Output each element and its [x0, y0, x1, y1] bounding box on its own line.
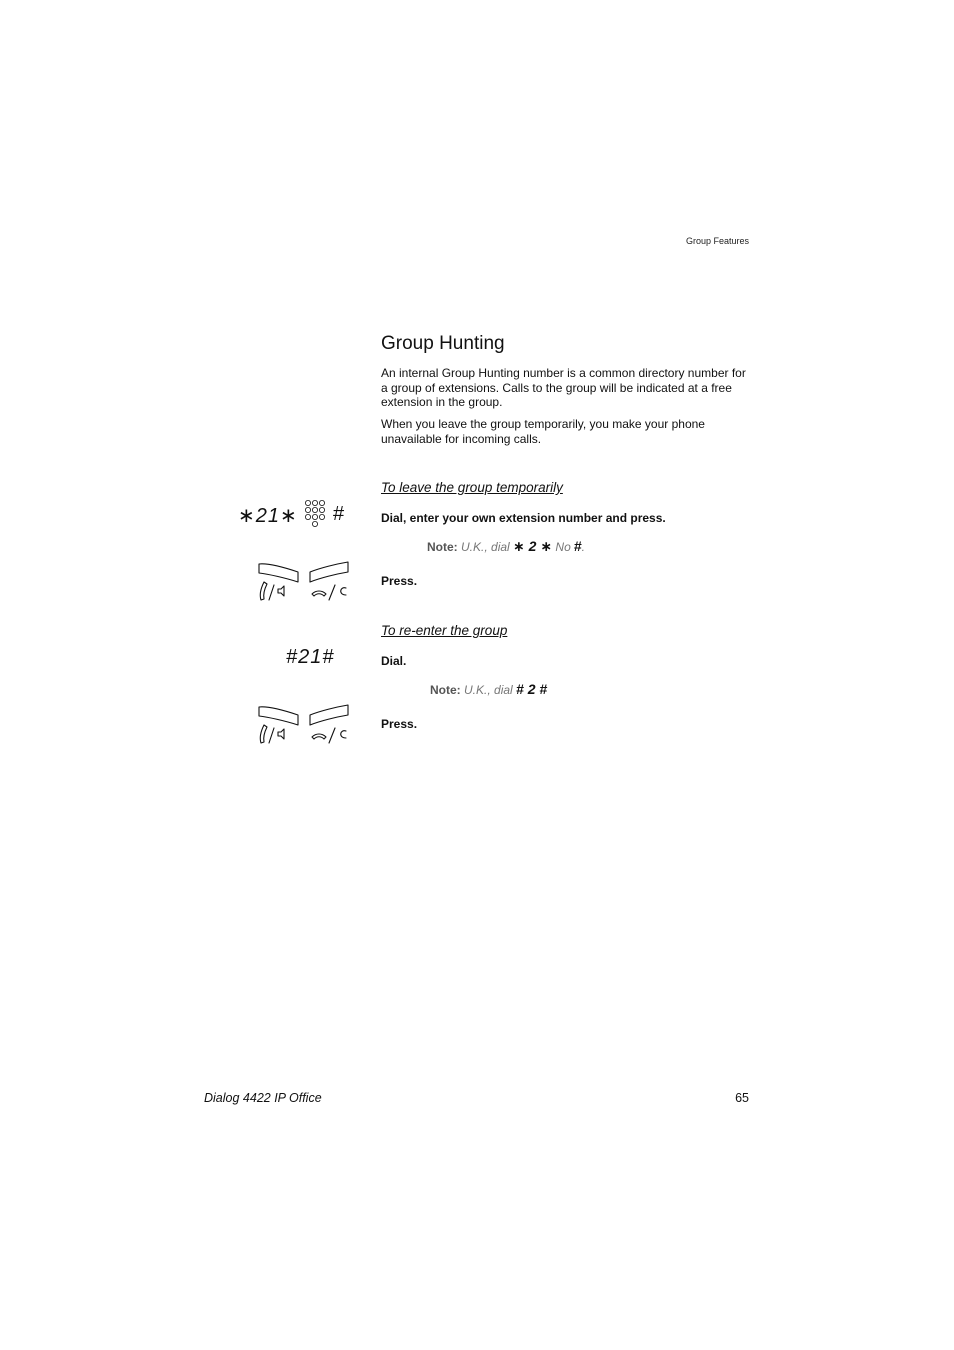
note-end: . [581, 540, 585, 554]
leave-step-press: Press. [381, 574, 418, 588]
intro-paragraph-1: An internal Group Hunting number is a common directory number for a group of extensions. Calls to the group will be indicated at a free extension in the group. [381, 366, 746, 409]
note-hash: # [573, 538, 582, 554]
running-header: Group Features [685, 236, 749, 246]
reenter-step-dial: Dial. [381, 654, 407, 668]
page-number: 65 [735, 1091, 749, 1105]
leave-group-heading: To leave the group temporarily [381, 480, 563, 495]
note-text: U.K., dial [464, 683, 513, 697]
page-title: Group Hunting [381, 333, 505, 354]
clear-key-icon[interactable] [308, 560, 352, 602]
note-code: ∗ 2 ∗ [513, 538, 553, 554]
note-code: # 2 # [516, 681, 548, 697]
handset-speaker-key-icon[interactable] [256, 703, 300, 745]
clear-key-icon[interactable] [308, 703, 352, 745]
note-label: Note: [430, 683, 461, 697]
reenter-step-press: Press. [381, 717, 418, 731]
leave-note [427, 538, 585, 555]
reenter-dial-code: #21# [286, 646, 335, 668]
footer-product: Dialog 4422 IP Office [204, 1091, 322, 1105]
leave-step-dial: Dial, enter your own extension number and press. [381, 511, 666, 525]
keypad-icon [303, 499, 329, 533]
leave-dial-code: ∗21∗ [238, 505, 298, 527]
handset-speaker-key-icon[interactable] [256, 560, 300, 602]
reenter-note [430, 681, 547, 697]
note-text: U.K., dial [461, 540, 510, 554]
intro-paragraph-2: When you leave the group temporarily, you make your phone unavailable for incoming calls. [381, 417, 705, 446]
leave-hash-key: # [333, 503, 346, 525]
note-label: Note: [427, 540, 458, 554]
note-no: No [555, 540, 571, 554]
reenter-group-heading: To re-enter the group [381, 623, 508, 638]
